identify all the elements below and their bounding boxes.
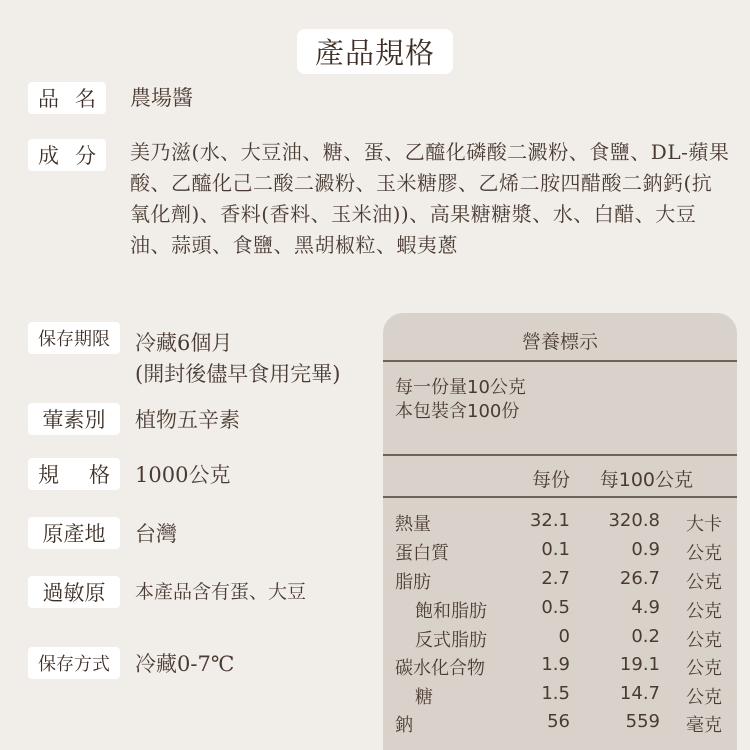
per-serving-value: 0.1: [541, 539, 570, 560]
nutrition-divider-3: [383, 496, 737, 498]
shelf-life-label: 保存期限: [28, 322, 120, 354]
per-100g-value: 4.9: [631, 597, 660, 618]
ingredients-label: [28, 139, 106, 171]
allergen-label: 過敏原: [28, 576, 120, 608]
nutrient-name: 蛋白質: [395, 543, 449, 564]
unit: 公克: [686, 601, 722, 622]
nutrition-row: [383, 626, 737, 655]
nutrient-name: 鈉: [395, 715, 413, 736]
col-per-100g: 每100公克: [599, 469, 693, 491]
vegetarian-label: 葷素別: [28, 403, 120, 435]
unit: 大卡: [686, 514, 722, 535]
unit: 公克: [686, 572, 722, 593]
servings-per-pack: 本包裝含100份: [395, 401, 520, 422]
nutrient-name: 糖: [415, 687, 433, 708]
nutrition-row: [383, 654, 737, 683]
spec-label: [28, 458, 120, 490]
nutrition-row: [383, 683, 737, 712]
spec-value: 1000公克: [135, 463, 231, 487]
vegetarian-value: 植物五辛素: [135, 408, 240, 432]
storage-value: 冷藏0-7℃: [135, 652, 235, 676]
shelf-life-value-line2: (開封後儘早食用完畢): [135, 362, 341, 386]
nutrition-header: 營養標示: [521, 331, 598, 353]
per-100g-value: 320.8: [608, 510, 660, 531]
nutrient-name: 碳水化合物: [395, 658, 485, 679]
per-serving-value: 2.7: [541, 568, 570, 589]
nutrition-row: [383, 597, 737, 626]
unit: 毫克: [686, 715, 722, 736]
per-serving-value: 1.9: [541, 654, 570, 675]
ingredients-label-char-2: 分: [75, 144, 96, 168]
nutrition-row: [383, 711, 737, 740]
per-100g-value: 26.7: [619, 568, 660, 589]
origin-label: 原產地: [28, 517, 120, 549]
nutrient-name: 飽和脂肪: [415, 601, 487, 622]
nutrition-row: [383, 510, 737, 539]
unit: 公克: [686, 543, 722, 564]
nutrition-row: [383, 539, 737, 568]
spec-label-char-1: 規: [38, 463, 59, 487]
product-name-label-char-2: 名: [75, 87, 96, 111]
col-per-serving: 每份: [531, 469, 570, 491]
ingredients-label-char-1: 成: [38, 144, 59, 168]
allergen-value: 本產品含有蛋、大豆: [135, 581, 307, 603]
product-name-value: 農場醬: [130, 86, 193, 110]
per-serving-value: 32.1: [529, 510, 570, 531]
per-100g-value: 0.2: [631, 626, 660, 647]
nutrition-divider-1: [383, 360, 737, 362]
nutrition-divider-2: [383, 454, 737, 456]
nutrient-name: 熱量: [395, 514, 431, 535]
shelf-life-value-line1: 冷藏6個月: [135, 331, 233, 355]
per-100g-value: 0.9: [631, 539, 660, 560]
product-name-label: [28, 82, 106, 114]
per-100g-value: 14.7: [619, 683, 660, 704]
nutrient-name: 脂肪: [395, 572, 431, 593]
product-name-label-char-1: 品: [38, 87, 59, 111]
origin-value: 台灣: [135, 522, 177, 546]
per-100g-value: 19.1: [619, 654, 660, 675]
per-serving-value: 56: [547, 711, 570, 732]
ingredients-value: 美乃滋(水、大豆油、糖、蛋、乙醯化磷酸二澱粉、食鹽、DL-蘋果酸、乙醯化己二酸二澱粉、玉米糖膠、乙烯二胺四醋酸二鈉鈣(抗氧化劑)、香料(香料、玉米油))、高果糖糖漿、水、白醋、大豆油、蒜頭、食鹽、黑胡椒粒、蝦夷蔥: [130, 140, 730, 257]
serving-size: 每一份量10公克: [395, 377, 526, 398]
nutrient-name: 反式脂肪: [415, 630, 487, 651]
page-title: 產品規格: [297, 29, 453, 74]
nutrition-panel: [383, 313, 737, 750]
storage-label: 保存方式: [28, 647, 120, 679]
spec-label-char-2: 格: [89, 463, 110, 487]
nutrition-row: [383, 568, 737, 597]
per-serving-value: 1.5: [541, 683, 570, 704]
unit: 公克: [686, 630, 722, 651]
unit: 公克: [686, 658, 722, 679]
per-serving-value: 0: [558, 626, 570, 647]
per-serving-value: 0.5: [541, 597, 570, 618]
per-100g-value: 559: [625, 711, 660, 732]
unit: 公克: [686, 687, 722, 708]
